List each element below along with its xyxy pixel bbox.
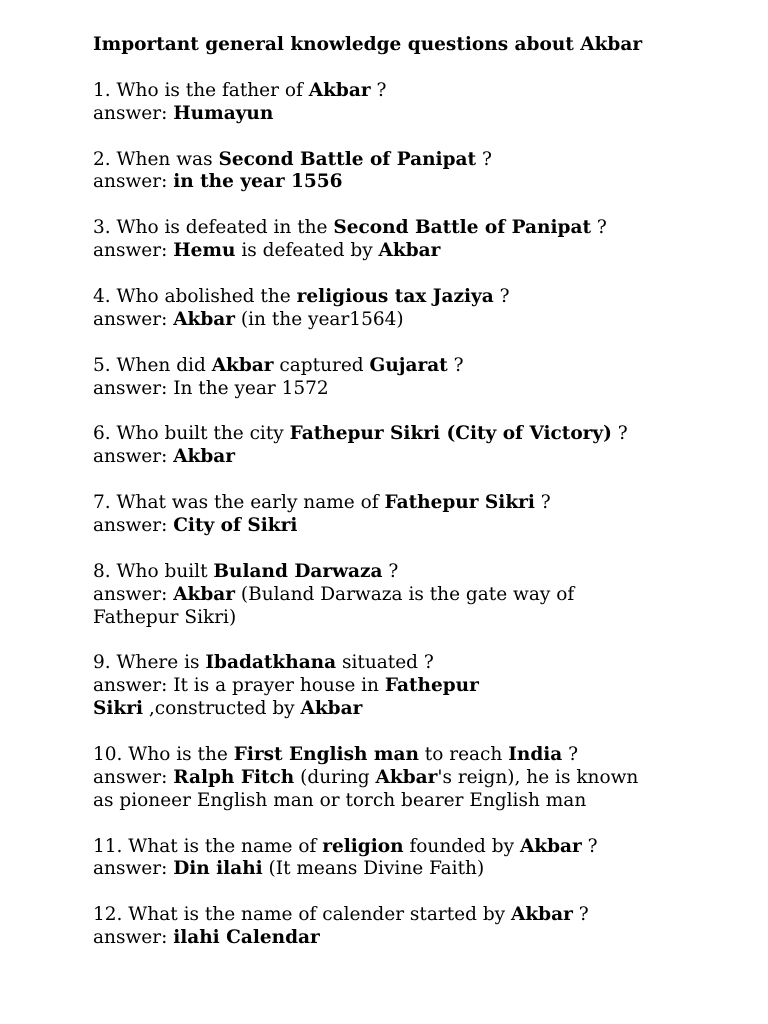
bold-term: Gujarat [369,354,448,376]
answer-label: answer: [93,308,174,330]
bold-term: Akbar [300,698,363,720]
qa-item-9 [93,652,753,721]
answer-label: answer: [93,446,174,468]
bold-term: Sikri [93,698,143,720]
bold-term: India [508,743,563,765]
answer-line [93,103,753,126]
answer-line: answer: Ralph Fitch (during Akbar's reign), he is known [93,766,639,788]
bold-term: Buland Darwaza [213,560,383,582]
qa-item-10 [93,744,753,813]
question-line: 11. What is the name of religion founded by Akbar ? [93,835,598,857]
question-line: 3. Who is defeated in the Second Battle of Panipat ? [93,217,607,239]
bold-term: Akbar [511,904,573,926]
question-line: 7. What was the early name of Fathepur Sikri ? [93,492,551,514]
qa-item-7 [93,492,753,538]
document-title: Important general knowledge questions about Akbar [93,34,643,55]
bold-term: Akbar [173,308,236,330]
bold-term: Ibadatkhana [205,652,337,674]
bold-term: Second Battle of Panipat [218,148,477,170]
qa-list [93,80,753,950]
bold-term: religion [322,835,404,857]
answer-label: answer: [93,171,174,193]
answer-label: answer: [93,858,174,880]
document-body [93,34,753,973]
qa-item-6 [93,423,753,469]
answer-label: answer: [93,514,174,536]
answer-line: answer: Hemu is defeated by Akbar [93,240,441,262]
answer-label: answer: [93,240,174,262]
answer-line: answer: Akbar (Buland Darwaza is the gate way of [93,583,575,605]
question-line: 2. When was Second Battle of Panipat ? [93,148,492,170]
qa-item-1 [93,80,753,126]
answer-line [93,515,753,538]
bold-term: Din ilahi [173,858,263,880]
answer-label: answer: [93,927,174,949]
bold-term: Akbar [173,446,236,468]
answer-label: answer: [93,583,174,605]
qa-item-11 [93,836,753,882]
answer-label: answer: [93,766,174,788]
qa-item-4 [93,286,753,332]
answer-line: answer: Din ilahi (It means Divine Faith) [93,858,485,880]
answer-line: answer: In the year 1572 [93,377,329,399]
answer-label: answer: [93,377,174,399]
qa-item-3 [93,217,753,263]
answer-line: answer: It is a prayer house in Fathepur [93,675,479,697]
bold-term: Akbar [211,354,274,376]
answer-continuation-line: as pioneer English man or torch bearer English man [93,789,587,811]
bold-term: City of Sikri [173,514,298,536]
qa-item-2 [93,149,753,195]
bold-term: First English man [233,743,419,765]
question-line: 12. What is the name of calender started by Akbar ? [93,904,589,926]
bold-term: Fathepur Sikri [384,492,535,514]
qa-item-5 [93,355,753,401]
bold-term: Hemu [173,240,236,262]
question-line: 5. When did Akbar captured Gujarat ? [93,354,464,376]
qa-item-8 [93,561,753,630]
answer-continuation-line: Sikri ,constructed by Akbar [93,698,363,720]
question-line: 8. Who built Buland Darwaza ? [93,560,399,582]
bold-term: Akbar [375,766,438,788]
question-line: 9. Where is Ibadatkhana situated ? [93,652,434,674]
bold-term: Second Battle of Panipat [333,217,591,239]
answer-line [93,171,753,194]
answer-line: answer: Akbar (in the year1564) [93,308,404,330]
answer-label: answer: [93,102,174,124]
answer-continuation-line: Fathepur Sikri) [93,606,237,628]
bold-term: religious tax Jaziya [296,285,494,307]
bold-term: Humayun [173,102,274,124]
question-line: 6. Who built the city Fathepur Sikri (City of Victory) ? [93,423,628,445]
bold-term: Akbar [519,835,582,857]
answer-label: answer: [93,675,174,697]
bold-term: Akbar [173,583,236,605]
answer-line [93,446,753,469]
bold-term: Akbar [308,79,371,101]
bold-term: Fathepur [384,675,479,697]
answer-line [93,927,753,950]
bold-term: Fathepur Sikri (City of Victory) [289,423,612,445]
question-line: 1. Who is the father of Akbar ? [93,79,387,101]
question-line: 10. Who is the First English man to reach India ? [93,743,579,765]
bold-term: in the year 1556 [173,171,343,193]
question-line: 4. Who abolished the religious tax Jaziya ? [93,285,510,307]
bold-term: Akbar [378,240,441,262]
bold-term: ilahi Calendar [173,927,320,949]
qa-item-12 [93,904,753,950]
bold-term: Ralph Fitch [173,766,295,788]
